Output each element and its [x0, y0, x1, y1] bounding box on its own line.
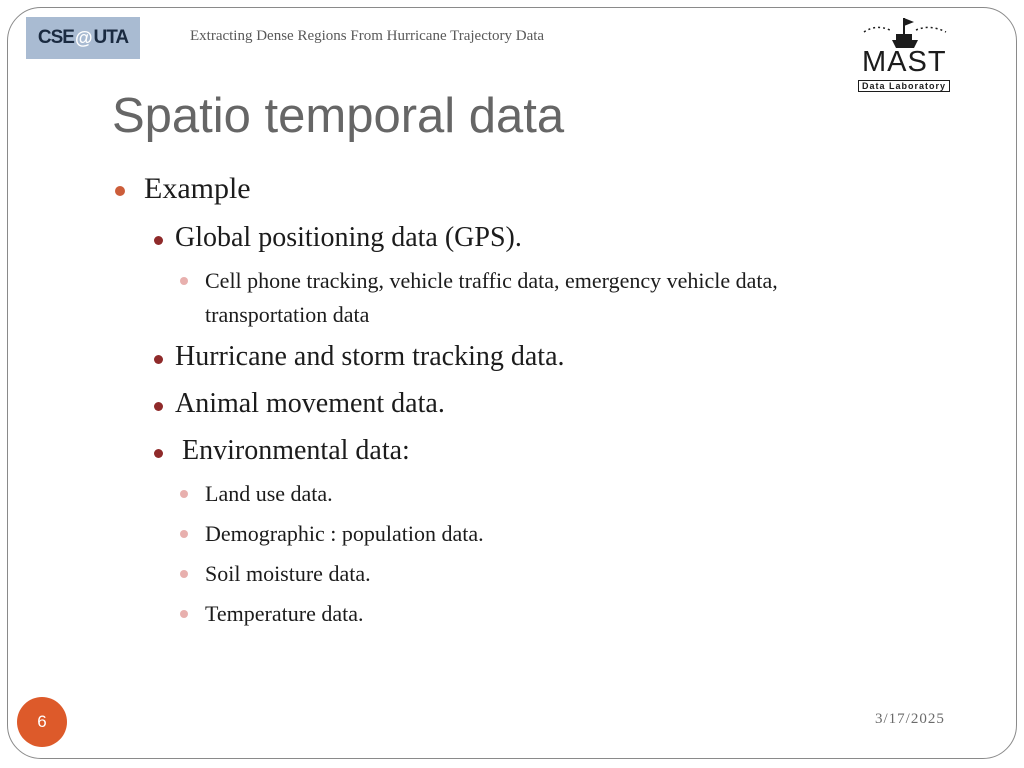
bullet-gps — [175, 222, 522, 254]
slide-title: Spatio temporal data — [112, 89, 565, 143]
bullet-text: Hurricane and storm tracking data. — [175, 341, 565, 372]
bullet-text: Global positioning data (GPS). — [175, 222, 522, 253]
bullet-land-use — [205, 477, 333, 511]
bullet-gps-detail-continuation — [205, 298, 369, 332]
bullet-dot — [154, 236, 163, 245]
bullet-dot — [180, 570, 188, 578]
bullet-text: Environmental data: — [182, 435, 410, 466]
bullet-animal — [175, 388, 445, 420]
presentation-title: Extracting Dense Regions From Hurricane Trajectory Data — [190, 28, 545, 44]
mast-logo — [856, 14, 956, 98]
bullet-text: Demographic : population data. — [205, 521, 484, 546]
cse-uta-logo — [26, 17, 140, 59]
bullet-text: Temperature data. — [205, 601, 364, 626]
slide-date: 3/17/2025 — [875, 711, 945, 727]
bullet-temperature — [205, 597, 363, 631]
bullet-text: Example — [144, 172, 251, 205]
bullet-dot — [180, 530, 188, 538]
bullet-example — [144, 172, 251, 206]
bullet-dot — [154, 449, 163, 458]
bullet-text: Soil moisture data. — [205, 561, 371, 586]
bullet-text: Animal movement data. — [175, 388, 445, 419]
page-number-badge: 6 — [17, 697, 67, 747]
bullet-dot — [180, 490, 188, 498]
mast-logo-word: MAST — [862, 46, 947, 78]
bullet-gps-detail — [205, 264, 778, 298]
bullet-dot — [180, 277, 188, 285]
bullet-text: Land use data. — [205, 481, 333, 506]
mast-logo-subtitle: Data Laboratory — [858, 80, 950, 92]
bullet-hurricane — [175, 341, 565, 373]
bullet-text-line1: Cell phone tracking, vehicle traffic data, emergency vehicle data, — [205, 268, 778, 293]
bullet-dot — [154, 355, 163, 364]
bullet-dot — [180, 610, 188, 618]
bullet-text-line2: transportation data — [205, 302, 370, 327]
bullet-dot — [154, 402, 163, 411]
bullet-demographic — [205, 517, 484, 551]
uta-logo-text: UTA — [93, 27, 129, 48]
bullet-soil — [205, 557, 371, 591]
bullet-dot — [115, 186, 125, 196]
bullet-environmental — [182, 435, 410, 467]
cse-logo-text: CSE — [37, 27, 74, 48]
cse-logo-at: @ — [74, 27, 93, 48]
